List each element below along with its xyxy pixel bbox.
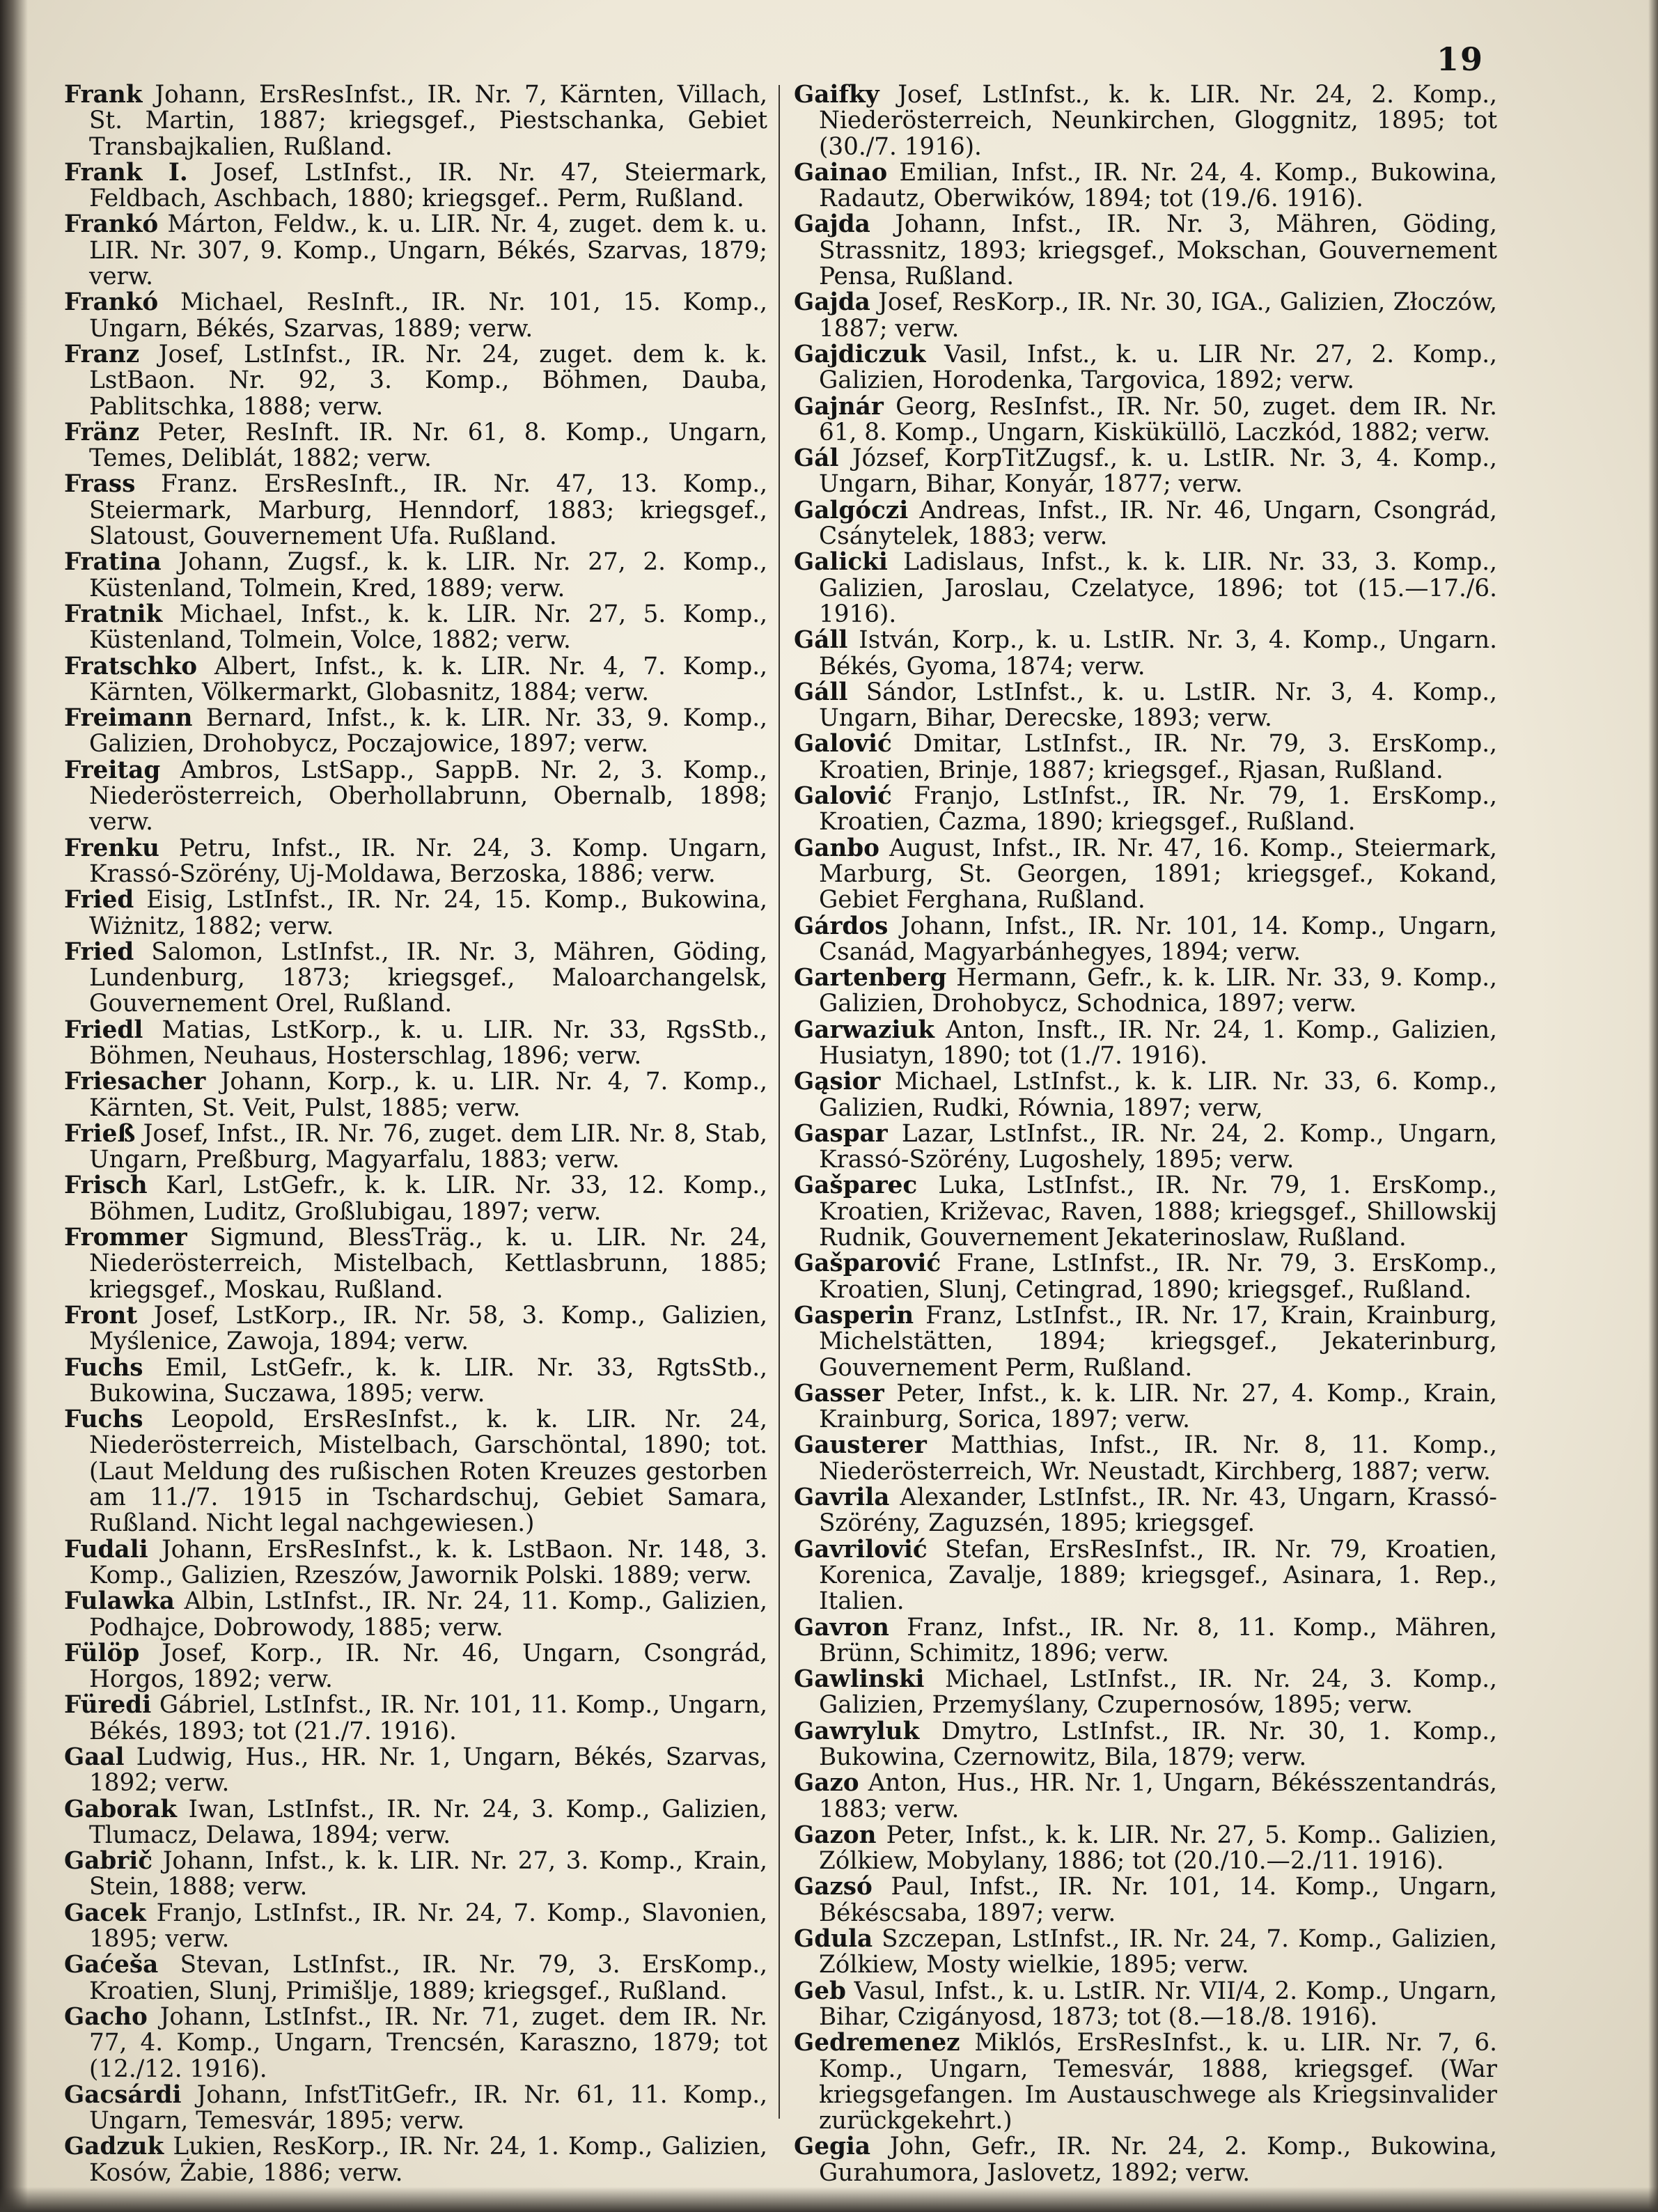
entry-details: Johann, Zugsf., k. k. LIR. Nr. 27, 2. Komp., Küstenland, Tolmein, Kred, 1889; verw.	[89, 548, 767, 602]
entry-details: Sigmund, BlessTräg., k. u. LIR. Nr. 24, Niederösterreich, Mistelbach, Kettlasbrunn, 1885; kriegsgef., Moskau, Rußland.	[89, 1224, 767, 1304]
entry-surname: Front	[64, 1301, 138, 1330]
register-entry	[64, 2082, 767, 2135]
entry-details: Josef, LstInfst., IR. Nr. 47, Steiermark, Feldbach, Aschbach, 1880; kriegsgef.. Perm, Rußland.	[89, 158, 767, 213]
register-entry	[794, 680, 1497, 732]
register-entry	[794, 965, 1497, 1018]
entry-details: Josef, LstInfst., k. k. LIR. Nr. 24, 2. Komp., Niederösterreich, Neunkirchen, Gloggnitz, 1895; tot (30./7. 1916).	[819, 81, 1497, 161]
register-entry	[794, 1615, 1497, 1667]
entry-details: August, Infst., IR. Nr. 47, 16. Komp., Steiermark, Marburg, St. Georgen, 1891; kriegsgef., Kokand, Gebiet Ferghana, Rußland.	[819, 834, 1497, 914]
entry-surname: Gašparović	[794, 1249, 941, 1278]
entry-surname: Gárdos	[794, 912, 889, 940]
entry-surname: Galicki	[794, 548, 888, 577]
entry-details: Hermann, Gefr., k. k. LIR. Nr. 33, 9. Komp., Galizien, Drohobycz, Schodnica, 1897; verw.	[819, 964, 1497, 1018]
register-entry	[794, 446, 1497, 498]
entry-details: Petru, Infst., IR. Nr. 24, 3. Komp. Ungarn, Krassó-Szörény, Uj-Moldawa, Berzoska, 1886; verw.	[89, 834, 767, 888]
register-entry	[64, 550, 767, 602]
register-entry	[794, 836, 1497, 914]
entry-surname: Gąsior	[794, 1068, 881, 1096]
entry-surname: Fratschko	[64, 652, 198, 680]
entry-details: Eisig, LstInfst., IR. Nr. 24, 15. Komp., Bukowina, Wiżnitz, 1882; verw.	[89, 886, 767, 940]
entry-details: Josef, LstInfst., IR. Nr. 24, zuget. dem k. k. LstBaon. Nr. 92, 3. Komp., Böhmen, Dauba, Pablitschka, 1888; verw.	[89, 340, 767, 421]
entry-surname: Gedremenez	[794, 2029, 960, 2057]
register-entry	[64, 290, 767, 342]
register-entry	[64, 2134, 767, 2186]
register-entry	[64, 1848, 767, 1901]
entry-surname: Garwaziuk	[794, 1015, 934, 1044]
entry-details: Michael, LstInfst., k. k. LIR. Nr. 33, 6. Komp., Galizien, Rudki, Równia, 1897; verw,	[819, 1068, 1497, 1122]
register-entry	[64, 1745, 767, 1797]
entry-details: Karl, LstGefr., k. k. LIR. Nr. 33, 12. Komp., Böhmen, Luditz, Großlubigau, 1897; verw.	[89, 1171, 767, 1226]
right-column	[794, 82, 1497, 2186]
register-entry	[794, 1173, 1497, 1251]
entry-details: Johann, ErsResInfst., k. k. LstBaon. Nr. 148, 3. Komp., Galizien, Rzeszów, Jawornik Polski. 1889; verw.	[89, 1535, 767, 1589]
register-entry	[64, 1641, 767, 1693]
entry-details: John, Gefr., IR. Nr. 24, 2. Komp., Bukowina, Gurahumora, Jaslovetz, 1892; verw.	[819, 2133, 1497, 2187]
entry-surname: Frass	[64, 470, 136, 499]
entry-details: Lukien, ResKorp., IR. Nr. 24, 1. Komp., Galizien, Kosów, Żabie, 1886; verw.	[89, 2133, 767, 2187]
entry-surname: Frankó	[64, 210, 159, 239]
entry-details: Josef, Infst., IR. Nr. 76, zuget. dem LIR. Nr. 8, Stab, Ungarn, Preßburg, Magyarfalu, 1883; verw.	[89, 1119, 767, 1174]
register-entry	[64, 212, 767, 290]
register-entry	[794, 1069, 1497, 1121]
entry-details: Emil, LstGefr., k. k. LIR. Nr. 33, RgtsStb., Bukowina, Suczawa, 1895; verw.	[89, 1353, 767, 1408]
entry-surname: Fried	[64, 937, 134, 966]
column-divider	[779, 85, 780, 2119]
entry-details: Franz, Infst., IR. Nr. 8, 11. Komp., Mähren, Brünn, Schimitz, 1896; verw.	[819, 1613, 1497, 1667]
entry-details: Franjo, LstInfst., IR. Nr. 24, 7. Komp., Slavonien, 1895; verw.	[89, 1899, 767, 1954]
entry-details: Miklós, ErsResInfst., k. u. LIR. Nr. 7, 6. Komp., Ungarn, Temesvár, 1888, kriegsgef. (War kriegsgefangen. Im Austauschwege als Kriegsinvalider zurückgekehrt.)	[819, 2029, 1497, 2135]
entry-details: Gábriel, LstInfst., IR. Nr. 101, 11. Komp., Ungarn, Békés, 1893; tot (21./7. 1916).	[89, 1691, 767, 1745]
entry-surname: Fulawka	[64, 1587, 175, 1616]
entry-surname: Gajnár	[794, 392, 884, 421]
entry-surname: Ganbo	[794, 834, 879, 862]
entry-surname: Fränz	[64, 418, 140, 446]
entry-details: Frane, LstInfst., IR. Nr. 79, 3. ErsKomp., Kroatien, Slunj, Cetingrad, 1890; kriegsgef., Rußland.	[819, 1249, 1497, 1304]
entry-surname: Gazo	[794, 1769, 859, 1798]
entry-details: Szczepan, LstInfst., IR. Nr. 24, 7. Komp., Galizien, Zólkiew, Mosty wielkie, 1895; verw.	[819, 1925, 1497, 1979]
register-entry	[794, 342, 1497, 394]
entry-surname: Gacek	[64, 1899, 146, 1927]
entry-details: Albin, LstInfst., IR. Nr. 24, 11. Komp., Galizien, Podhajce, Dobrowody, 1885; verw.	[89, 1587, 767, 1642]
entry-surname: Frieß	[64, 1119, 136, 1148]
entry-details: Josef, LstKorp., IR. Nr. 58, 3. Komp., Galizien, Myślenice, Zawoja, 1894; verw.	[89, 1301, 767, 1356]
entry-details: Albert, Infst., k. k. LIR. Nr. 4, 7. Komp., Kärnten, Völkermarkt, Globasnitz, 1884; verw.	[89, 652, 767, 706]
register-entry	[794, 550, 1497, 628]
scan-edge-bottom	[0, 2187, 1658, 2212]
entry-details: Dmytro, LstInfst., IR. Nr. 30, 1. Komp., Bukowina, Czernowitz, Bila, 1879; verw.	[819, 1717, 1497, 1771]
entry-details: Iwan, LstInfst., IR. Nr. 24, 3. Komp., Galizien, Tlumacz, Delawa, 1894; verw.	[89, 1795, 767, 1849]
entry-surname: Frank I.	[64, 158, 188, 187]
entry-surname: Gajda	[794, 288, 870, 317]
entry-details: Michael, LstInfst., IR. Nr. 24, 3. Komp., Galizien, Przemyślany, Czupernosów, 1895; verw.	[819, 1665, 1497, 1720]
page-number: 19	[1436, 40, 1484, 78]
entry-surname: Gavron	[794, 1613, 889, 1642]
entry-surname: Gabrič	[64, 1847, 153, 1876]
entry-details: Andreas, Infst., IR. Nr. 46, Ungarn, Csongrád, Csánytelek, 1883; verw.	[819, 496, 1497, 551]
entry-details: Leopold, ErsResInfst., k. k. LIR. Nr. 24, Niederösterreich, Mistelbach, Garschöntal, 1890; tot. (Laut Meldung des rußischen Roten Kreuzes gestorben am 11./7. 1915 in Tschardschuj, Gebiet Samara, Rußland. Nicht legal nachgewiesen.)	[89, 1405, 767, 1538]
entry-details: Vasul, Infst., k. u. LstIR. Nr. VII/4, 2. Komp., Ungarn, Bihar, Czigányosd, 1873; tot (8.—18./8. 1916).	[819, 1977, 1497, 2031]
entry-surname: Gausterer	[794, 1431, 927, 1460]
left-column	[64, 82, 767, 2186]
register-entry	[794, 1926, 1497, 1979]
register-entry	[64, 1069, 767, 1121]
entry-surname: Galović	[794, 782, 892, 811]
register-entry	[794, 1979, 1497, 2031]
entry-details: Márton, Feldw., k. u. LIR. Nr. 4, zuget. dem k. u. LIR. Nr. 307, 9. Komp., Ungarn, Békés, Szarvas, 1879; verw.	[89, 210, 767, 291]
register-entry	[794, 1251, 1497, 1303]
entry-surname: Gaborak	[64, 1795, 177, 1823]
register-entry	[64, 1015, 767, 1070]
entry-surname: Gaal	[64, 1743, 125, 1771]
register-entry	[64, 342, 767, 420]
entry-surname: Galgóczi	[794, 496, 909, 524]
register-entry	[64, 1121, 767, 1174]
register-entry	[794, 628, 1497, 680]
entry-details: Johann, ErsResInfst., IR. Nr. 7, Kärnten, Villach, St. Martin, 1887; kriegsgef., Piestschanka, Gebiet Transbajkalien, Rußland.	[89, 81, 767, 161]
entry-surname: Gáll	[794, 626, 848, 655]
register-entry	[794, 784, 1497, 836]
entry-details: Emilian, Infst., IR. Nr. 24, 4. Komp., Bukowina, Radautz, Oberwików, 1894; tot (19./6. 1916).	[819, 158, 1497, 213]
entry-surname: Frank	[64, 81, 143, 109]
register-entry	[64, 2004, 767, 2082]
entry-details: Josef, Korp., IR. Nr. 46, Ungarn, Csongrád, Horgos, 1892; verw.	[89, 1639, 767, 1694]
entry-surname: Gáll	[794, 678, 848, 706]
register-entry	[794, 1015, 1497, 1070]
entry-details: Johann, Infst., IR. Nr. 3, Mähren, Göding, Strassnitz, 1893; kriegsgef., Mokschan, Gouvernement Pensa, Rußland.	[819, 210, 1497, 291]
entry-details: Franz, LstInfst., IR. Nr. 17, Krain, Krainburg, Michelstätten, 1894; kriegsgef., Jekaterinburg, Gouvernement Perm, Rußland.	[819, 1301, 1497, 1382]
entry-details: Sándor, LstInfst., k. u. LstIR. Nr. 3, 4. Komp., Ungarn, Bihar, Derecske, 1893; verw.	[819, 678, 1497, 733]
entry-surname: Friedl	[64, 1015, 143, 1044]
entry-details: István, Korp., k. u. LstIR. Nr. 3, 4. Komp., Ungarn. Békés, Gyoma, 1874; verw.	[819, 626, 1497, 680]
entry-details: Bernard, Infst., k. k. LIR. Nr. 33, 9. Komp., Galizien, Drohobycz, Poczajowice, 1897; verw.	[89, 704, 767, 758]
entry-surname: Gawlinski	[794, 1665, 925, 1694]
entry-surname: Gacsárdi	[64, 2080, 182, 2109]
entry-surname: Fratnik	[64, 600, 163, 628]
register-entry	[64, 654, 767, 706]
entry-surname: Frankó	[64, 288, 159, 317]
entry-details: Luka, LstInfst., IR. Nr. 79, 1. ErsKomp., Kroatien, Križevac, Raven, 1888; kriegsgef., Shillowskij Rudnik, Gouvernement Jekaterinoslaw, Rußland.	[819, 1171, 1497, 1252]
register-entry	[794, 394, 1497, 446]
entry-surname: Gaspar	[794, 1119, 888, 1148]
register-entry	[794, 82, 1497, 160]
register-entry	[64, 1589, 767, 1641]
entry-surname: Galović	[794, 730, 892, 758]
entry-details: Matias, LstKorp., k. u. LIR. Nr. 33, RgsStb., Böhmen, Neuhaus, Hosterschlag, 1896; verw.	[89, 1015, 767, 1070]
register-entry	[64, 1173, 767, 1225]
register-entry	[794, 1770, 1497, 1823]
register-entry	[794, 1667, 1497, 1719]
entry-details: Dmitar, LstInfst., IR. Nr. 79, 3. ErsKomp., Kroatien, Brinje, 1887; kriegsgef., Rjasan, Rußland.	[819, 730, 1497, 784]
register-entry	[64, 1303, 767, 1355]
entry-surname: Gazon	[794, 1821, 877, 1849]
entry-details: Alexander, LstInfst., IR. Nr. 43, Ungarn, Krassó-Szörény, Zaguzsén, 1895; kriegsgef.	[819, 1483, 1497, 1538]
register-entry	[794, 1719, 1497, 1771]
entry-details: Johann, Korp., k. u. LIR. Nr. 4, 7. Komp., Kärnten, St. Veit, Pulst, 1885; verw.	[89, 1068, 767, 1122]
entry-surname: Freimann	[64, 704, 193, 733]
scan-edge-right	[1648, 0, 1658, 2212]
register-entry	[64, 706, 767, 758]
register-entry	[64, 1355, 767, 1408]
entry-details: Peter, ResInft. IR. Nr. 61, 8. Komp., Ungarn, Temes, Deliblát, 1882; verw.	[89, 418, 767, 473]
register-entry	[64, 1797, 767, 1849]
entry-surname: Füredi	[64, 1691, 152, 1720]
register-entry	[64, 602, 767, 654]
entry-details: Josef, ResKorp., IR. Nr. 30, IGA., Galizien, Złoczów, 1887; verw.	[819, 288, 1497, 343]
register-entry	[64, 937, 767, 1018]
entry-details: Johann, Infst., IR. Nr. 101, 14. Komp., Ungarn, Csanád, Magyarbánhegyes, 1894; verw.	[819, 912, 1497, 966]
entry-details: Paul, Infst., IR. Nr. 101, 14. Komp., Ungarn, Békéscsaba, 1897; verw.	[819, 1873, 1497, 1927]
entry-surname: Gainao	[794, 158, 888, 187]
entry-details: Ladislaus, Infst., k. k. LIR. Nr. 33, 3. Komp., Galizien, Jaroslau, Czelatyce, 1896; tot (15.—17./6. 1916).	[819, 548, 1497, 628]
entry-surname: Gartenberg	[794, 964, 947, 992]
entry-surname: Franz	[64, 340, 140, 368]
entry-surname: Gajdiczuk	[794, 340, 926, 368]
entry-details: Michael, Infst., k. k. LIR. Nr. 27, 5. Komp., Küstenland, Tolmein, Volce, 1882; verw.	[89, 600, 767, 655]
entry-surname: Gasser	[794, 1379, 884, 1408]
entry-surname: Gasperin	[794, 1301, 914, 1330]
entry-surname: Frenku	[64, 834, 159, 862]
register-entry	[64, 836, 767, 888]
entry-surname: Gašparec	[794, 1171, 918, 1200]
entry-details: József, KorpTitZugsf., k. u. LstIR. Nr. 3, 4. Komp., Ungarn, Bihar, Konyár, 1877; verw.	[819, 444, 1497, 499]
register-entry	[64, 472, 767, 550]
register-entry	[794, 1485, 1497, 1537]
register-entry	[794, 1874, 1497, 1926]
entry-details: Franz. ErsResInft., IR. Nr. 47, 13. Komp., Steiermark, Marburg, Henndorf, 1883; kriegsgef., Slatoust, Gouvernement Ufa. Rußland.	[89, 470, 767, 551]
entry-surname: Gavrila	[794, 1483, 890, 1512]
entry-surname: Gazsó	[794, 1873, 873, 1901]
entry-surname: Gajda	[794, 210, 870, 239]
entry-surname: Friesacher	[64, 1068, 206, 1096]
entry-details: Michael, ResInft., IR. Nr. 101, 15. Komp., Ungarn, Békés, Szarvas, 1889; verw.	[89, 288, 767, 343]
register-entry	[64, 887, 767, 940]
entry-details: Stefan, ErsResInfst., IR. Nr. 79, Kroatien, Korenica, Zavalje, 1889; kriegsgef., Asinara, 1. Rep., Italien.	[819, 1535, 1497, 1616]
register-entry	[794, 2030, 1497, 2134]
register-entry	[794, 1433, 1497, 1485]
register-entry	[794, 498, 1497, 550]
entry-details: Ludwig, Hus., HR. Nr. 1, Ungarn, Békés, Szarvas, 1892; verw.	[89, 1743, 767, 1798]
register-entry	[64, 1952, 767, 2004]
entry-details: Vasil, Infst., k. u. LIR Nr. 27, 2. Komp., Galizien, Horodenka, Targovica, 1892; verw.	[819, 340, 1497, 395]
entry-surname: Gadzuk	[64, 2133, 164, 2161]
entry-surname: Frommer	[64, 1224, 187, 1252]
register-entry	[794, 731, 1497, 784]
entry-details: Salomon, LstInfst., IR. Nr. 3, Mähren, Göding, Lundenburg, 1873; kriegsgef., Maloarchangelsk, Gouvernement Orel, Rußland.	[89, 937, 767, 1018]
entry-surname: Fratina	[64, 548, 162, 577]
register-entry	[794, 1381, 1497, 1433]
entry-surname: Fülöp	[64, 1639, 140, 1667]
register-entry	[794, 914, 1497, 966]
entry-details: Johann, Infst., k. k. LIR. Nr. 27, 3. Komp., Krain, Stein, 1888; verw.	[89, 1847, 767, 1901]
register-entry	[64, 1901, 767, 1953]
entry-surname: Gegia	[794, 2133, 870, 2161]
register-entry	[794, 1303, 1497, 1381]
register-entry	[64, 82, 767, 160]
entry-details: Franjo, LstInfst., IR. Nr. 79, 1. ErsKomp., Kroatien, Ćazma, 1890; kriegsgef., Rußland.	[819, 782, 1497, 836]
entry-details: Anton, Hus., HR. Nr. 1, Ungarn, Békésszentandrás, 1883; verw.	[819, 1769, 1497, 1823]
entry-details: Lazar, LstInfst., IR. Nr. 24, 2. Komp., Ungarn, Krassó-Szörény, Lugoshely, 1895; verw.	[819, 1119, 1497, 1174]
entry-details: Matthias, Infst., IR. Nr. 8, 11. Komp., Niederösterreich, Wr. Neustadt, Kirchberg, 1887; verw.	[819, 1431, 1497, 1486]
entry-details: Ambros, LstSapp., SappB. Nr. 2, 3. Komp., Niederösterreich, Oberhollabrunn, Obernalb, 1898; verw.	[89, 756, 767, 836]
register-entry	[64, 1225, 767, 1303]
register-entry	[64, 160, 767, 212]
entry-details: Peter, Infst., k. k. LIR. Nr. 27, 4. Komp., Krain, Krainburg, Sorica, 1897; verw.	[819, 1379, 1497, 1434]
register-entry	[64, 420, 767, 472]
register-entry	[794, 160, 1497, 212]
entry-surname: Frisch	[64, 1171, 148, 1200]
register-entry	[794, 1121, 1497, 1174]
register-entry	[794, 2134, 1497, 2186]
register-entry	[794, 212, 1497, 290]
register-entry	[794, 1823, 1497, 1875]
entry-surname: Fried	[64, 886, 134, 914]
entry-surname: Geb	[794, 1977, 846, 2005]
entry-surname: Gaćeša	[64, 1951, 159, 1979]
register-entry	[64, 1407, 767, 1536]
entry-surname: Gdula	[794, 1925, 873, 1954]
scan-edge-left	[0, 0, 28, 2212]
entry-details: Peter, Infst., k. k. LIR. Nr. 27, 5. Komp.. Galizien, Zólkiew, Mobylany, 1886; tot (20./10.—2./11. 1916).	[819, 1821, 1497, 1876]
entry-details: Johann, LstInfst., IR. Nr. 71, zuget. dem IR. Nr. 77, 4. Komp., Ungarn, Trencsén, Karaszno, 1879; tot (12./12. 1916).	[89, 2002, 767, 2083]
entry-surname: Freitag	[64, 756, 161, 784]
entry-details: Johann, InfstTitGefr., IR. Nr. 61, 11. Komp., Ungarn, Temesvár, 1895; verw.	[89, 2080, 767, 2135]
entry-surname: Gawryluk	[794, 1717, 920, 1745]
entry-details: Stevan, LstInfst., IR. Nr. 79, 3. ErsKomp., Kroatien, Slunj, Primišlje, 1889; kriegsgef., Rußland.	[89, 1951, 767, 2005]
register-entry	[794, 1537, 1497, 1615]
register-entry	[64, 758, 767, 836]
entry-surname: Gál	[794, 444, 839, 473]
register-entry	[64, 1537, 767, 1589]
entry-surname: Gaifky	[794, 81, 879, 109]
register-entry	[794, 290, 1497, 342]
entry-surname: Fuchs	[64, 1353, 143, 1382]
entry-surname: Gacho	[64, 2002, 148, 2031]
register-entry	[64, 1692, 767, 1745]
entry-surname: Fuchs	[64, 1405, 143, 1434]
entry-details: Georg, ResInfst., IR. Nr. 50, zuget. dem IR. Nr. 61, 8. Komp., Ungarn, Kisküküllö, Laczkód, 1882; verw.	[819, 392, 1497, 446]
entry-details: Anton, Insft., IR. Nr. 24, 1. Komp., Galizien, Husiatyn, 1890; tot (1./7. 1916).	[819, 1015, 1497, 1070]
entry-surname: Gavrilović	[794, 1535, 928, 1564]
entry-surname: Fudali	[64, 1535, 148, 1564]
